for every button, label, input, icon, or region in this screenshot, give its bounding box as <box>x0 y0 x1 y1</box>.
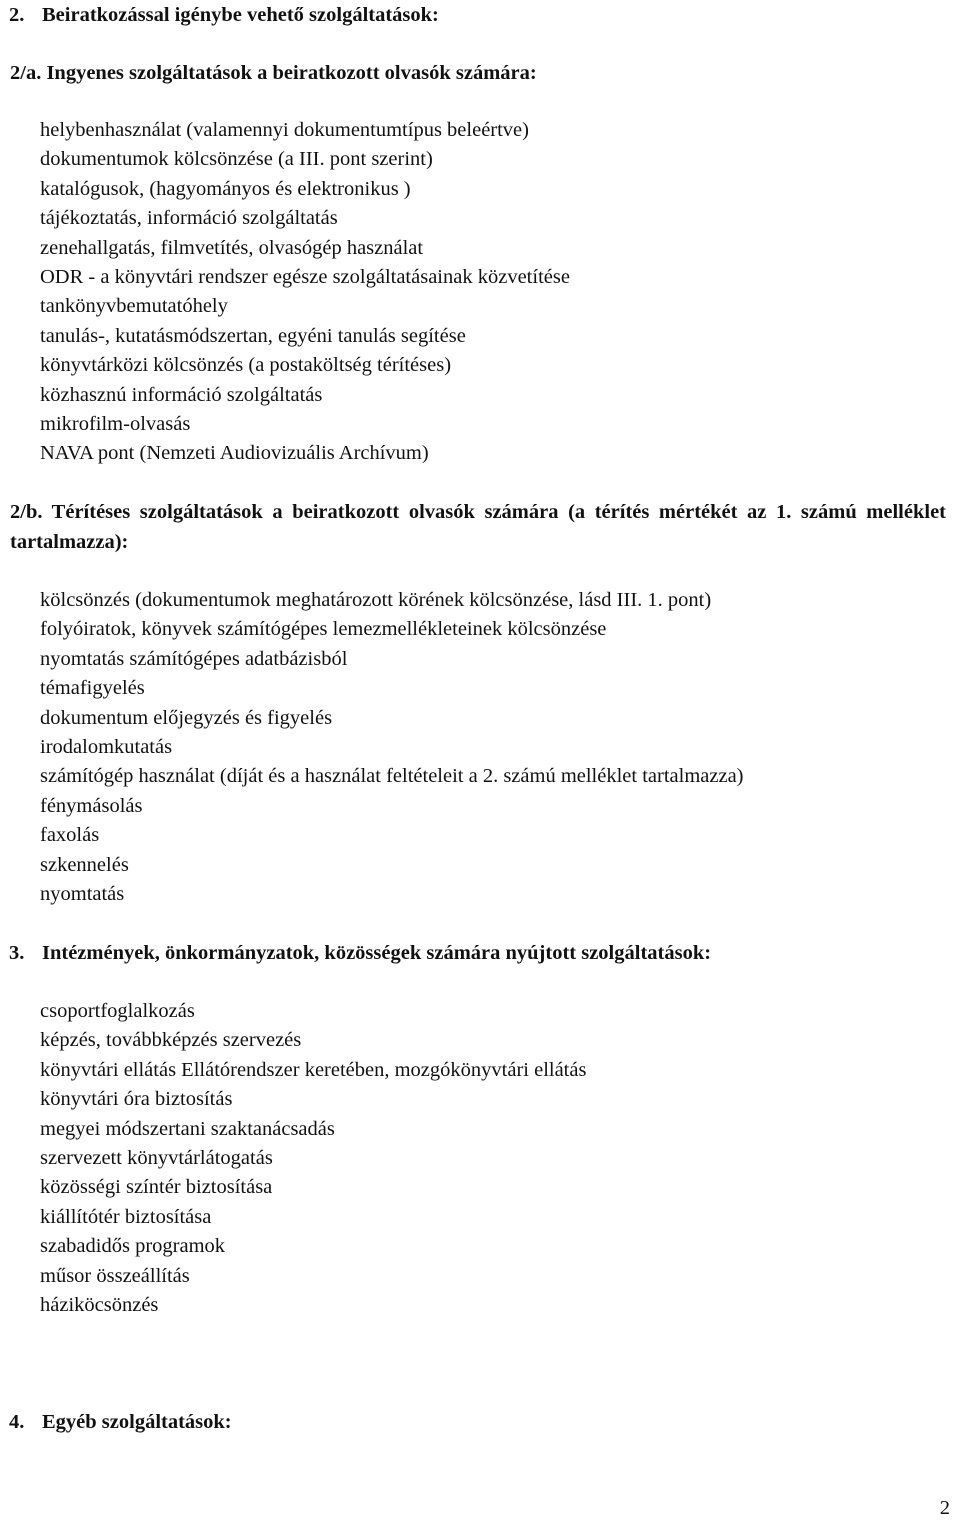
list-item: tanulás-, kutatásmódszertan, egyéni tanulás segítése <box>40 324 466 347</box>
list-item: szervezett könyvtárlátogatás <box>40 1146 273 1169</box>
section-2a-list <box>40 116 570 469</box>
list-item: zenehallgatás, filmvetítés, olvasógép használat <box>40 236 424 259</box>
list-item: témafigyelés <box>40 677 145 700</box>
list-item: nyomtatás számítógépes adatbázisból <box>40 647 348 670</box>
section-2a-heading: 2/a. Ingyenes szolgáltatások a beiratkozott olvasók számára: <box>10 62 537 84</box>
section-3-title: Intézmények, önkormányzatok, közösségek számára nyújtott szolgáltatások: <box>42 942 712 964</box>
list-item: könyvtári ellátás Ellátórendszer keretében, mozgókönyvtári ellátás <box>40 1058 587 1081</box>
section-2-title: Beiratkozással igénybe vehető szolgáltatások: <box>42 4 439 26</box>
list-item: katalógusok, (hagyományos és elektronikus ) <box>40 177 411 200</box>
list-item: közhasznú információ szolgáltatás <box>40 383 323 406</box>
section-3-list <box>40 997 586 1320</box>
section-4-title: Egyéb szolgáltatások: <box>42 1411 232 1433</box>
list-item: szabadidős programok <box>40 1235 226 1258</box>
section-3-number: 3. <box>9 942 25 964</box>
list-item: könyvtári óra biztosítás <box>40 1088 233 1111</box>
section-2b-list <box>40 586 744 909</box>
list-item: dokumentum előjegyzés és figyelés <box>40 706 333 729</box>
list-item: kölcsönzés (dokumentumok meghatározott körének kölcsönzése, lásd III. 1. pont) <box>40 589 712 611</box>
list-item: fénymásolás <box>40 794 143 817</box>
list-item: műsor összeállítás <box>40 1264 190 1287</box>
list-item: tankönyvbemutatóhely <box>40 295 228 318</box>
section-3-heading <box>9 941 711 965</box>
list-item: csoportfoglalkozás <box>40 1000 195 1022</box>
list-item: NAVA pont (Nemzeti Audiovizuális Archívum) <box>40 442 429 465</box>
list-item: faxolás <box>40 824 100 847</box>
list-item: irodalomkutatás <box>40 735 173 758</box>
list-item: közösségi színtér biztosítása <box>40 1176 273 1199</box>
list-item: kiállítótér biztosítása <box>40 1205 212 1228</box>
section-4-number: 4. <box>9 1411 25 1433</box>
section-2b-heading: 2/b. Térítéses szolgáltatások a beiratkozott olvasók számára (a térítés mértékét az 1. számú melléklet tartalmazza): <box>10 501 946 553</box>
section-2-heading <box>9 3 439 27</box>
section-4-heading <box>9 1410 232 1434</box>
section-2-number: 2. <box>9 4 25 26</box>
page-number: 2 <box>939 1497 950 1519</box>
list-item: szkennelés <box>40 853 129 876</box>
list-item: dokumentumok kölcsönzése (a III. pont szerint) <box>40 148 433 171</box>
list-item: nyomtatás <box>40 882 125 905</box>
list-item: folyóiratok, könyvek számítógépes lemezmellékleteinek kölcsönzése <box>40 618 607 641</box>
list-item: képzés, továbbképzés szervezés <box>40 1029 302 1052</box>
list-item: tájékoztatás, információ szolgáltatás <box>40 207 338 230</box>
list-item: ODR - a könyvtári rendszer egésze szolgáltatásainak közvetítése <box>40 265 570 288</box>
list-item: háziköcsönzés <box>40 1293 159 1316</box>
list-item: számítógép használat (díját és a használat feltételeit a 2. számú melléklet tartalmazza) <box>40 765 744 788</box>
list-item: helybenhasználat (valamennyi dokumentumtípus beleértve) <box>40 119 529 141</box>
list-item: megyei módszertani szaktanácsadás <box>40 1117 335 1140</box>
list-item: mikrofilm-olvasás <box>40 412 191 435</box>
list-item: könyvtárközi kölcsönzés (a postaköltség térítéses) <box>40 354 452 377</box>
